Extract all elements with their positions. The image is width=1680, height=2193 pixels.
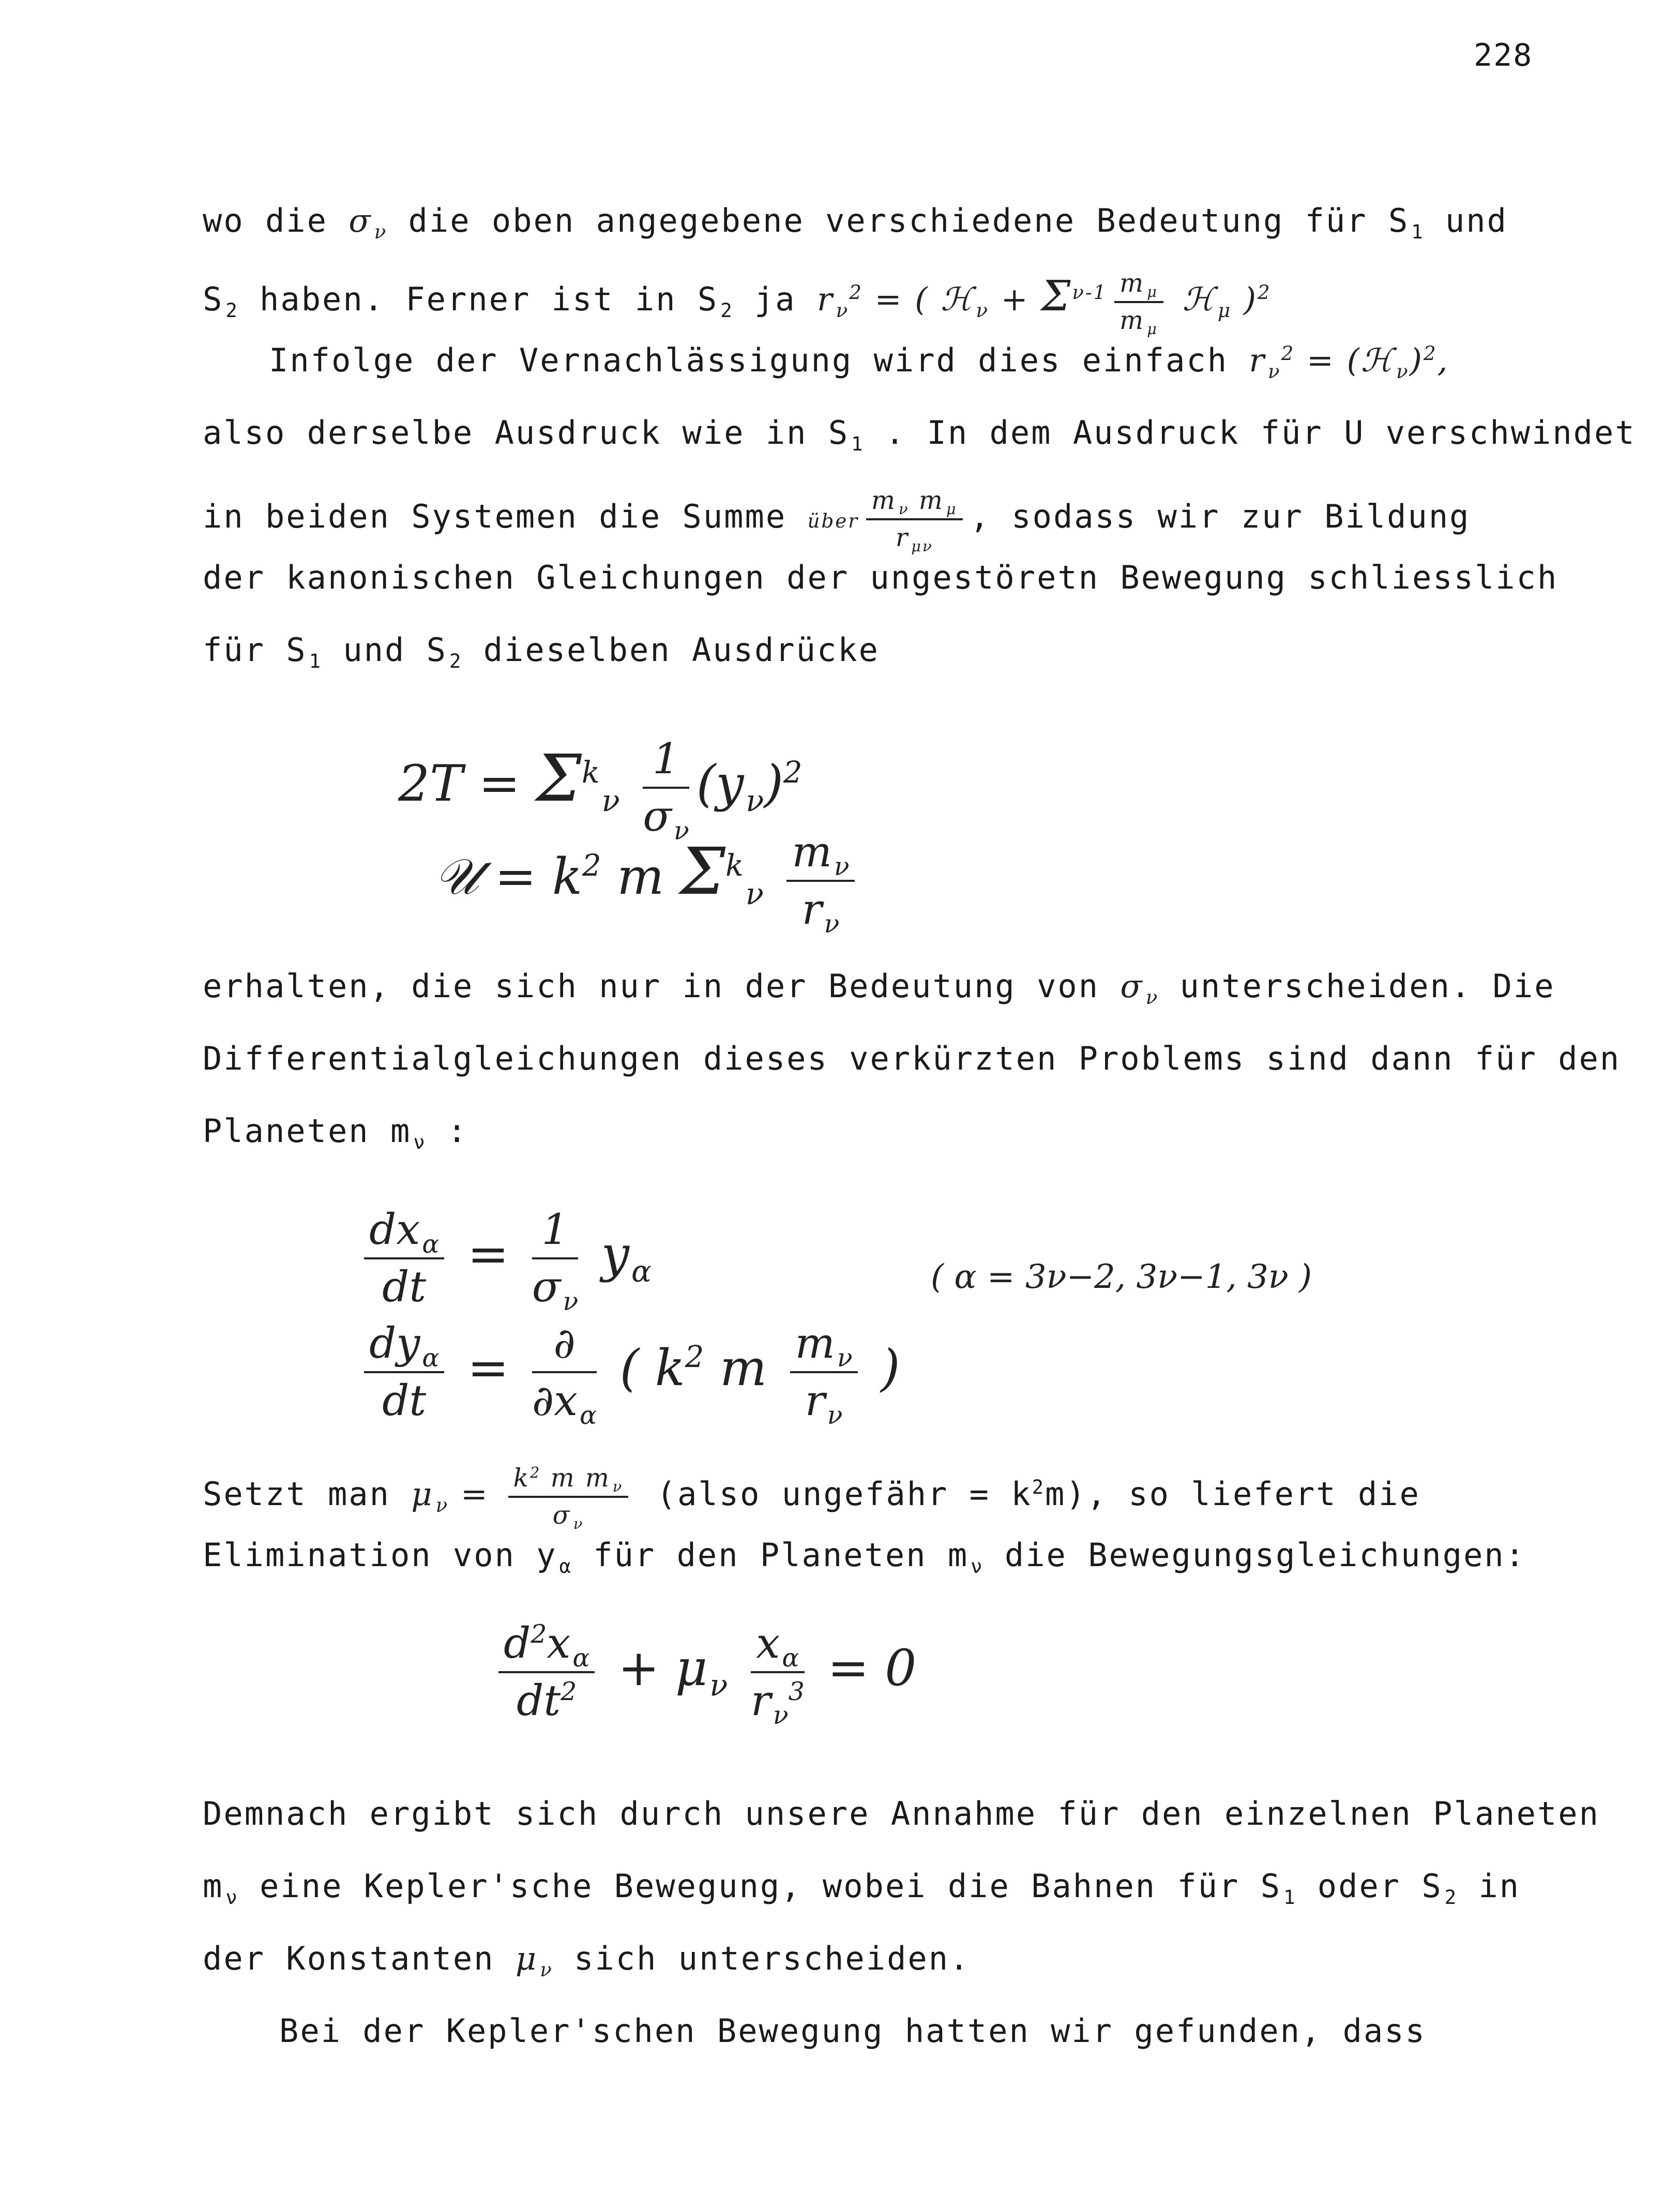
superscript: 2 — [1032, 1475, 1046, 1498]
handwritten-formula-r-squared: r $_\nu^2$ = ( ℋ $_\nu + \Sigma^{\nu-1}$ $\frac{m _\mu}{m _\mu}$ ℋ $_\mu$ )$^2$ — [816, 269, 1272, 338]
text-line-8 — [203, 967, 1555, 1009]
text: in — [1458, 1867, 1521, 1905]
text-line-5 — [203, 486, 1471, 555]
text-line-16: Bei der Kepler'schen Bewegung hatten wir gefunden, dass — [279, 2012, 1426, 2050]
text: haben. Ferner ist in S — [238, 280, 719, 319]
subscript: 2 — [225, 299, 239, 322]
text: sich unterscheiden. — [553, 1940, 971, 1977]
equation-kepler-motion: $\frac{d^2x_\alpha}{dt^2}$ + $\mu_\nu$ $\frac{x_\alpha}{r_\nu^3}$ = 0 — [491, 1619, 916, 1725]
text: die Bewegungsgleichungen: — [983, 1536, 1526, 1574]
sigma-symbol: σ $_\nu$ — [349, 202, 388, 244]
text: , sodass wir zur Bildung — [970, 498, 1471, 536]
page-number: 228 — [1474, 37, 1533, 73]
text: (also ungefähr = k — [656, 1475, 1032, 1513]
mu-symbol: μ $_\nu$ — [515, 1940, 553, 1981]
subscript: 1 — [309, 650, 323, 673]
equation-potential: 𝒰 = $k^2$ m $\Sigma^k_\nu$ $\frac{m_\nu}{r_\nu}$ — [434, 828, 862, 934]
text: oder S — [1296, 1867, 1443, 1905]
subscript: ν — [971, 1555, 984, 1578]
subscript: 2 — [1444, 1886, 1458, 1909]
sigma-symbol: σ $_\nu$ — [1120, 967, 1159, 1009]
text: für S — [203, 631, 307, 669]
subscript: ν — [225, 1886, 239, 1909]
text: unterscheiden. Die — [1159, 967, 1555, 1005]
text-line-14 — [203, 1867, 1521, 1909]
subscript: ν — [413, 1131, 427, 1154]
handwritten-mu-definition: μ $_\nu$ = $\frac{k^2 m m _\nu}{\sigma _\nu}$ — [411, 1475, 635, 1513]
text: : — [426, 1112, 468, 1150]
text: in beiden Systemen die Summe — [203, 498, 787, 536]
text-line-9: Differentialgleichungen dieses verkürzten Problems sind dann für den — [203, 1040, 1621, 1077]
equation-dy-dt: $\frac{dy_\alpha}{dt}$ = $\frac{\partial}{\partial x_\alpha}$ ( $k^2$ m $\frac{m_\nu}{r_\nu}$ ) — [357, 1319, 900, 1425]
text: dieselben Ausdrücke — [462, 631, 880, 669]
text: und — [1424, 202, 1508, 239]
text: S — [203, 280, 224, 319]
text: Elimination von y — [203, 1536, 557, 1574]
text: wo die — [203, 202, 328, 239]
text: die oben angegebene verschiedene Bedeutung für S — [387, 202, 1410, 239]
text-line-3 — [269, 341, 1449, 383]
subscript: 2 — [720, 299, 734, 322]
text-line-11 — [203, 1463, 1420, 1533]
text-line-10 — [203, 1112, 468, 1154]
text: m — [203, 1867, 224, 1905]
subscript: 2 — [449, 650, 463, 673]
subscript: 1 — [851, 432, 865, 456]
text: Planeten m — [203, 1112, 412, 1150]
text-line-4 — [203, 414, 1636, 456]
equation-dx-dt: $\frac{dx_\alpha}{dt}$ = $\frac{1}{\sigma_\nu}$ $y_\alpha$ — [357, 1205, 652, 1312]
text-line-2 — [203, 269, 1272, 338]
equation-kinetic-energy: $2T = \Sigma^k_\nu$ $\frac{1}{\sigma_\nu}$ $(y_\nu)^2$ — [398, 734, 803, 846]
handwritten-sum-over: über $\frac{m _\nu m _\mu}{r _{\mu\nu}}$ — [808, 498, 970, 535]
handwritten-formula-r-squared-simple: r $_\nu^2$ = (ℋ $_\nu$)$^2$, — [1249, 341, 1449, 383]
text-line-1 — [203, 202, 1508, 244]
text: m), so liefert die — [1045, 1475, 1420, 1513]
text: . In dem Ausdruck für U verschwindet — [864, 414, 1636, 452]
subscript: 1 — [1411, 220, 1425, 244]
text: Setzt man — [203, 1475, 390, 1513]
text: erhalten, die sich nur in der Bedeutung von — [203, 967, 1100, 1005]
text: und S — [322, 631, 447, 669]
text: ja — [733, 280, 796, 319]
alpha-range-note: ( α = 3ν−2, 3ν−1, 3ν ) — [931, 1258, 1312, 1296]
text: der Konstanten — [203, 1940, 495, 1977]
text: für den Planeten m — [572, 1536, 969, 1574]
text-line-15 — [203, 1940, 971, 1981]
subscript: α — [559, 1555, 572, 1578]
text-line-7 — [203, 631, 880, 673]
text: Infolge der Vernachlässigung wird dies einfach — [269, 341, 1229, 379]
text-line-12 — [203, 1536, 1526, 1578]
subscript: 1 — [1283, 1886, 1297, 1909]
text-line-13: Demnach ergibt sich durch unsere Annahme für den einzelnen Planeten — [203, 1795, 1600, 1832]
text: also derselbe Ausdruck wie in S — [203, 414, 850, 452]
text: eine Kepler'sche Bewegung, wobei die Bahnen für S — [238, 1867, 1282, 1905]
text-line-6: der kanonischen Gleichungen der ungestöretn Bewegung schliesslich — [203, 559, 1558, 596]
